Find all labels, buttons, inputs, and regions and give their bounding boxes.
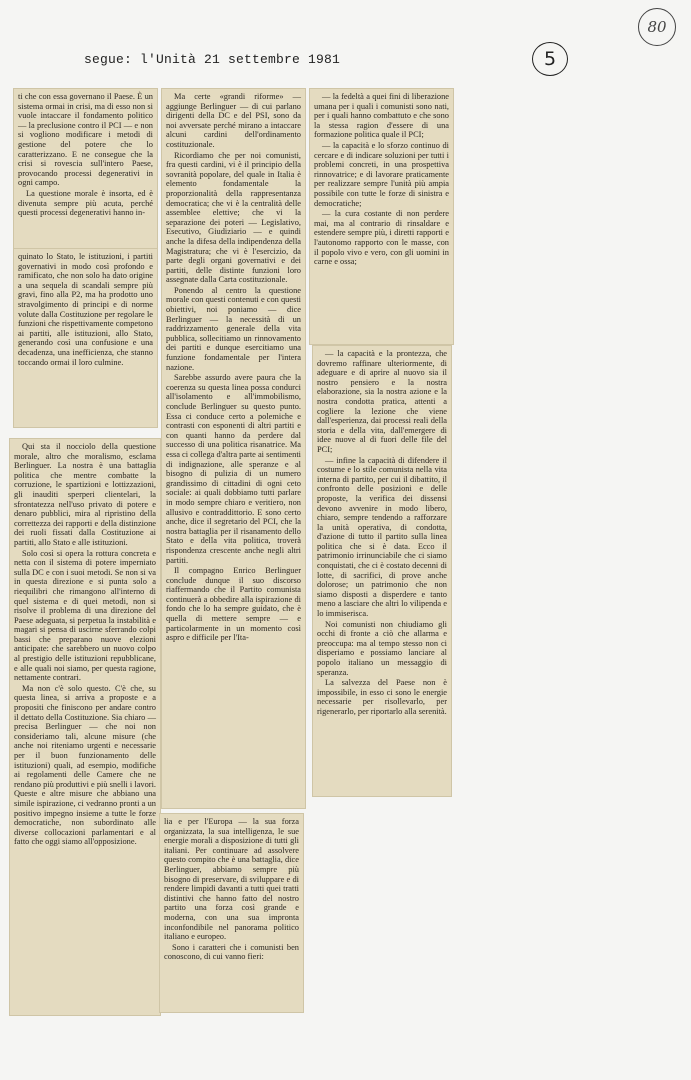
clipping-col1-part1 [13,88,158,249]
paragraph: Noi comunisti non chiudiamo gli occhi di fronte a ciò che allarma e preoccupa: ma al tempo stesso non ci disperiamo e possiamo lanciare al popolo italiano un messaggio di speranza. [317,619,447,677]
paragraph: La questione morale è insorta, ed è divenuta sempre più acuta, perché questi processi degenerativi hanno in- [18,188,153,218]
paragraph: — infine la capacità di difendere il costume e lo stile comunista nella vita interna di partito, per cui il dibattito, il confronto delle posizioni e delle proposte, la verifica dei dissensi devono avvenire in modo libero, chiaro, sempre tendendo a rafforzare la unità operativa, di condotta, d'azione di tutto il partito sulla linea politica che si è data. Ecco il patrimonio irrinunciabile che ci siamo conquistati, che ci è costato decenni di lotte, di sacrifici, di prove anche dolorose; un patrimonio che non siamo disposti a disperdere e tanto meno a lasciare che altri lo vilipenda e lo immiserisca. [317,455,447,619]
paragraph: Qui sta il nocciolo della questione morale, altro che moralismo, esclama Berlinguer. La nostra è una battaglia politica che mentre combatte la corruzione, le spartizioni e lottizzazioni, gli inauditi sperperi clientelari, la sfrontatezza nell'uso privato di potere e denaro pubblici, mira al ripristino della correttezza dei rapporti e della distinzione dei ruoli fissati dalla Costituzione ai partiti, allo Stato e alle istituzioni. [14,442,156,547]
paragraph: Sarebbe assurdo avere paura che la coerenza su questa linea possa condurci all'isolamento e all'immobilismo, conclude Berlinguer su questo punto. Essa ci conduce certo a polemiche e contrasti con esponenti di altri partiti e con quanti hanno da perdere dal successo di una politica risanatrice. Ma essa ci collega d'altra parte ai sentimenti di indignazione, alle speranze e al bisogno di pulizia di un numero grandissimo di cittadini di ogni ceto sociale: ai quali dobbiamo tutti parlare in modo sempre chiaro e veritiero, non allusivo e contraddittorio. E sono certo anche, dice il segretario del PCI, che la nostra battaglia per il risanamento dello Stato e della vita politica, troverà rispondenza crescente anche negli altri partiti. [166,373,301,565]
paragraph: Ponendo al centro la questione morale con questi contenuti e con questi obiettivi, noi poniamo — dice Berlinguer — la necessità di un raddrizzamento generale della vita pubblica, sollecitiamo un rinnovamento dei partiti e dunque esercitiamo una funzione fondamentale per l'intera nazione. [166,285,301,372]
paragraph: Ma certe «grandi riforme» — aggiunge Berlinguer — di cui parlano dirigenti della DC e del PSI, sono da noi avversate perché mirano a intaccare alcuni cardini dell'ordinamento costituzionale. [166,92,301,149]
paragraph: ti che con essa governano il Paese. È un sistema ormai in crisi, ma di esso non si vuole intaccare il fondamento politico — la preclusione contro il PCI — e non si vogliono modificare i metodi di gestione del potere che lo caratterizzano. E ne consegue che la crisi si rovescia sull'intero Paese, provocando processi degenerativi in ogni campo. [18,92,153,188]
paragraph: Sono i caratteri che i comunisti ben conoscono, di cui vanno fieri: [164,942,299,962]
clipping-col3-part2 [312,345,452,797]
paragraph: — la cura costante di non perdere mai, ma al contrario di rinsaldare e estendere sempre più, i diretti rapporti e l'autonomo rapporto con le masse, con il popolo vivo e vero, con gli uomini in carne e ossa; [314,209,449,267]
paragraph: — la fedeltà a quei fini di liberazione umana per i quali i comunisti sono nati, per i quali hanno combattuto e che sono la stessa ragion d'essere di una formazione politica quale il PCI; [314,92,449,140]
paragraph: — la capacità e la prontezza, che dovremo raffinare ulteriormente, di adeguare e di aprire al nuovo sia il nostro pensiero e la nostra elaborazione, sia la nostra azione e la nostra condotta pratica, attenti a cogliere la lezione che viene dall'esperienza, dai processi reali della storia e della vita, dall'emergere di idee nuove al di fuori delle file del PCI; [317,349,447,454]
clipping-col3-part1 [309,88,454,345]
paragraph: La salvezza del Paese non è impossibile, in esso ci sono le energie necessarie per risollevarlo, per rigenerarlo, per riportarlo alla serenità. [317,678,447,716]
clipping-col1-part3 [9,438,161,1016]
paragraph: Ricordiamo che per noi comunisti, fra questi cardini, vi è il principio della sovranità popolare, del quale in Italia è elemento fondamentale la proporzionalità della rappresentanza democratica; che vi è la centralità delle assemblee elettive; che vi la separazione dei poteri — Legislativo, Esecutivo, Giudiziario — e quindi anche la difesa della indipendenza della Magistratura; che vi è l'esercizio, da parte degli organi governativi e dei partiti, delle distinte funzioni loro assegnate dalla Carta costituzionale. [166,150,301,285]
clipping-col1-part2 [13,248,158,428]
paragraph: Ma non c'è solo questo. C'è che, su questa linea, si arriva a proposte e a propositi che finiscono per andare contro il dettato della Costituzione. Sia chiaro — precisa Berlinguer — che noi non consideriamo tali, alcune misure (che anche noi riteniamo urgenti e necessarie per il buon funzionamento delle istituzioni) quali, ad esempio, modifiche ai regolamenti delle Camere che ne rendano più produttivi e più snelli i lavori. Queste e altre misure che abbiano una simile ispirazione, ci vedranno pronti a un positivo impegno insieme a tutte le forze democratiche, non subordinato alle diverse collocazioni parlamentari e al fatto che oggi siamo all'opposizione. [14,683,156,847]
paragraph: Solo così si opera la rottura concreta e netta con il sistema di potere imperniato sulla DC e con i suoi metodi. Se non si va in questa direzione e si punta solo a riequilibri che rimangono all'interno di quel sistema e di quei metodi, non si risolve il problema di una direzione del Paese adeguata, si perpetua la instabilità e magari si pensa di uscirne sferrando colpi bassi che preparano nuove elezioni anticipate: che sarebbero un nuovo colpo al prestigio delle istituzioni repubblicane, e alle quali noi siamo, per questa ragione, nettamente contrari. [14,548,156,683]
clipping-col2-part1 [161,88,306,809]
archive-number: 80 [638,8,676,46]
page-header: segue: l'Unità 21 settembre 1981 [84,52,341,67]
paragraph: quinato lo Stato, le istituzioni, i partiti governativi in modo così profondo e ramificato, che non solo ha dato origine a una sequela di scandali sempre più gravi, fino alla P2, ma ha prodotto uno stravolgimento di principi e di norme volute dalla Costituzione per regolare le funzioni che rispettivamente competono ai partiti, alle istituzioni, allo Stato, generando così una confusione e una decadenza, una inefficienza, che stanno toccando ormai il loro culmine. [18,252,153,367]
clipping-col2-part2 [159,813,304,1013]
paragraph: lia e per l'Europa — la sua forza organizzata, la sua intelligenza, le sue energie morali a disposizione di tutti gli italiani. Per continuare ad assolvere questo compito che è una battaglia, dice Berlinguer, abbiamo sempre più bisogno di preservare, di sviluppare e di rendere limpidi davanti a tutti quei tratti distintivi che hanno fatto del nostro partito una forza così grande e moderna, con una sua impronta inconfondibile nel panorama politico italiano e europeo. [164,817,299,942]
paragraph: — la capacità e lo sforzo continuo di cercare e di indicare soluzioni per tutti i problemi concreti, in una prospettiva rinnovatrice; e di lavorare praticamente per realizzare sempre l'unità più ampia possibile con tutte le forze di sinistra e democratiche; [314,140,449,208]
paragraph: Il compagno Enrico Berlinguer conclude dunque il suo discorso riaffermando che il Partito comunista continuerà a obbedire alla ispirazione di fondo che lo ha sempre guidato, che è quella di mettere sempre — e particolarmente in un momento così aspro e difficile per l'Ita- [166,566,301,643]
page-number: 5 [532,42,568,76]
